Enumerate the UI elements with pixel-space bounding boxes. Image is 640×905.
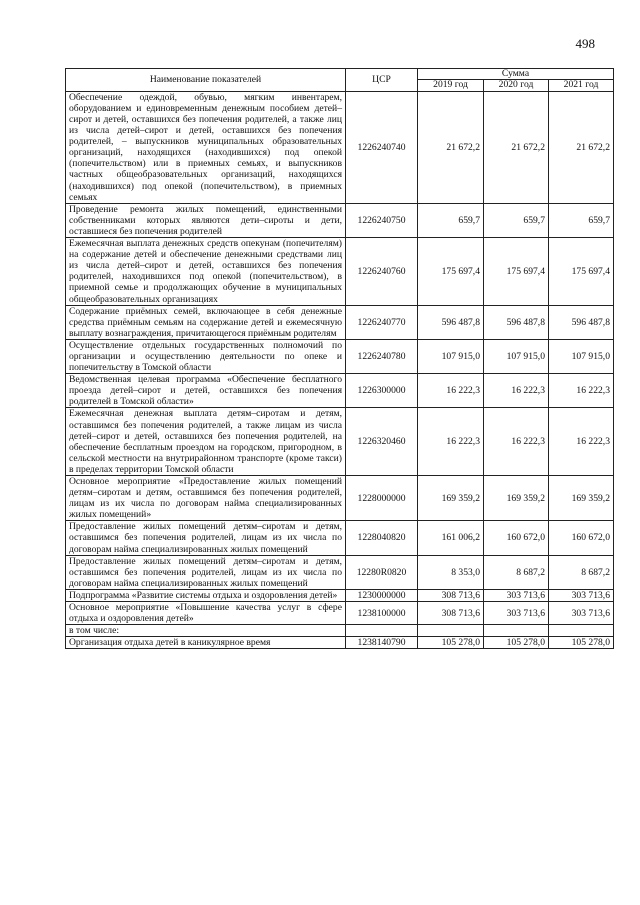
row-value-2019: 161 006,2 [418, 521, 484, 555]
row-value-2020: 169 359,2 [484, 476, 549, 521]
row-value-2020: 105 278,0 [484, 637, 549, 649]
row-value-2019: 308 713,6 [418, 602, 484, 625]
row-value-2021: 16 222,3 [549, 374, 614, 408]
row-code: 1226240760 [346, 238, 418, 306]
row-value-2021: 107 915,0 [549, 339, 614, 373]
row-code: 1228040820 [346, 521, 418, 555]
row-code [346, 625, 418, 637]
row-value-2021: 303 713,6 [549, 589, 614, 601]
row-value-2019: 596 487,8 [418, 305, 484, 339]
row-value-2021: 8 687,2 [549, 555, 614, 589]
table-row [66, 91, 614, 203]
row-value-2020: 659,7 [484, 203, 549, 237]
header-code: ЦСР [346, 69, 418, 92]
row-value-2020: 107 915,0 [484, 339, 549, 373]
row-value-2021: 105 278,0 [549, 637, 614, 649]
row-value-2019: 659,7 [418, 203, 484, 237]
table-row [66, 521, 614, 555]
row-name: Организация отдыха детей в каникулярное время [66, 637, 346, 649]
table-row [66, 625, 614, 637]
row-code: 1226320460 [346, 408, 418, 476]
table-row [66, 637, 614, 649]
row-value-2019 [418, 625, 484, 637]
page-number: 498 [575, 36, 595, 51]
table-row [66, 555, 614, 589]
row-value-2019: 8 353,0 [418, 555, 484, 589]
row-value-2021: 175 697,4 [549, 238, 614, 306]
header-year-2019: 2019 год [418, 80, 484, 91]
row-value-2021: 16 222,3 [549, 408, 614, 476]
row-code: 1226240740 [346, 91, 418, 203]
row-value-2019: 175 697,4 [418, 238, 484, 306]
row-name: Основное мероприятие «Предоставление жилых помещений детям–сиротам и детям, оставшимся без попечения родителей, лицам из их числа по договорам найма специализированных жилых помещений» [66, 476, 346, 521]
header-year-2021: 2021 год [549, 80, 614, 91]
row-value-2020: 175 697,4 [484, 238, 549, 306]
table-header-row [66, 69, 614, 80]
row-value-2020: 8 687,2 [484, 555, 549, 589]
table-row [66, 476, 614, 521]
row-value-2020: 596 487,8 [484, 305, 549, 339]
row-code: 1226240770 [346, 305, 418, 339]
row-value-2021: 160 672,0 [549, 521, 614, 555]
row-code: 1238100000 [346, 602, 418, 625]
row-name: Содержание приёмных семей, включающее в себя денежные средства приёмным семьям на содержание детей и ежемесячную выплату вознаграждения, причитающегося приёмным родителям [66, 305, 346, 339]
row-code: 1230000000 [346, 589, 418, 601]
row-value-2020: 16 222,3 [484, 374, 549, 408]
table-row [66, 408, 614, 476]
row-value-2021: 303 713,6 [549, 602, 614, 625]
table-row [66, 203, 614, 237]
row-value-2021 [549, 625, 614, 637]
row-name: Ежемесячная денежная выплата детям–сиротам и детям, оставшимся без попечения родителей, а также лицам из числа детей–сирот и детей, оставшихся без попечения родителей, на обеспечение бесплатным проездом на городском, пригородном, в сельской местности на внутрирайонном транспорте (кроме такси) в пределах территории Томской области [66, 408, 346, 476]
row-value-2020: 16 222,3 [484, 408, 549, 476]
row-value-2019: 107 915,0 [418, 339, 484, 373]
row-name: Предоставление жилых помещений детям–сиротам и детям, оставшимся без попечения родителей, лицам из их числа по договорам найма специализированных жилых помещений [66, 555, 346, 589]
row-value-2019: 21 672,2 [418, 91, 484, 203]
row-value-2020: 160 672,0 [484, 521, 549, 555]
header-name: Наименование показателей [66, 69, 346, 92]
table-row [66, 305, 614, 339]
header-sum: Сумма [418, 69, 614, 80]
row-code: 1226240750 [346, 203, 418, 237]
row-code: 1226240780 [346, 339, 418, 373]
row-code: 1226300000 [346, 374, 418, 408]
row-code: 1228000000 [346, 476, 418, 521]
row-value-2021: 659,7 [549, 203, 614, 237]
row-name: Осуществление отдельных государственных полномочий по организации и осуществлению деятельности по опеке и попечительству в Томской области [66, 339, 346, 373]
row-value-2019: 308 713,6 [418, 589, 484, 601]
row-name: Подпрограмма «Развитие системы отдыха и оздоровления детей» [66, 589, 346, 601]
row-value-2019: 169 359,2 [418, 476, 484, 521]
row-name: Предоставление жилых помещений детям–сиротам и детям, оставшимся без попечения родителей, лицам из их числа по договорам найма специализированных жилых помещений [66, 521, 346, 555]
row-code: 12280R0820 [346, 555, 418, 589]
row-value-2019: 16 222,3 [418, 408, 484, 476]
row-value-2021: 21 672,2 [549, 91, 614, 203]
row-name: Ежемесячная выплата денежных средств опекунам (попечителям) на содержание детей и обеспечение денежными средствами лиц из числа детей–сирот и детей, оставшихся без попечения родителей, находившихся под опекой (попечительством), в приемной семье и продолжающих обучение в муниципальных общеобразовательных организациях [66, 238, 346, 306]
row-name: Основное мероприятие «Повышение качества услуг в сфере отдыха и оздоровления детей» [66, 602, 346, 625]
row-code: 1238140790 [346, 637, 418, 649]
row-value-2021: 596 487,8 [549, 305, 614, 339]
row-name: в том числе: [66, 625, 346, 637]
budget-table [65, 68, 614, 649]
header-year-2020: 2020 год [484, 80, 549, 91]
row-value-2021: 169 359,2 [549, 476, 614, 521]
row-name: Проведение ремонта жилых помещений, единственными собственниками которых являются дети–сироты и дети, оставшиеся без попечения родителей [66, 203, 346, 237]
row-name: Обеспечение одеждой, обувью, мягким инвентарем, оборудованием и единовременным денежным пособием детей–сирот и детей, оставшихся без попечения родителей, а также лиц из числа детей–сирот и детей, оставшихся без попечения родителей, – выпускников муниципальных образовательных организаций, находящихся (находившихся) под опекой (попечительством) или в приемных семьях, и выпускников частных общеобразовательных организаций, находящихся (находившихся) под опекой (попечительством), в приемных семьях [66, 91, 346, 203]
row-value-2019: 16 222,3 [418, 374, 484, 408]
row-value-2020: 303 713,6 [484, 589, 549, 601]
table-row [66, 589, 614, 601]
row-value-2019: 105 278,0 [418, 637, 484, 649]
row-value-2020: 303 713,6 [484, 602, 549, 625]
row-value-2020 [484, 625, 549, 637]
table-row [66, 374, 614, 408]
row-value-2020: 21 672,2 [484, 91, 549, 203]
table-body [66, 91, 614, 649]
row-name: Ведомственная целевая программа «Обеспечение бесплатного проезда детей–сирот и детей, оставшихся без попечения родителей в Томской области» [66, 374, 346, 408]
table-row [66, 602, 614, 625]
table-row [66, 339, 614, 373]
table-row [66, 238, 614, 306]
